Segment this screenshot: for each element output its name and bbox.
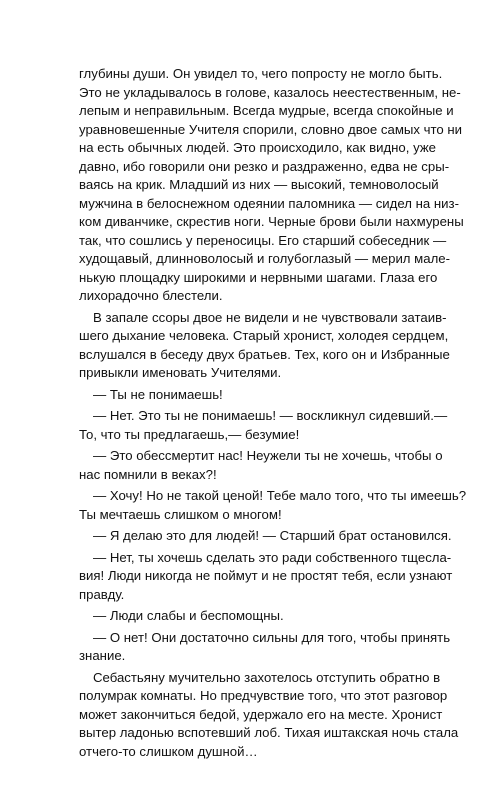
text-line: В запале ссоры двое не видели и не чувствовали затаив- bbox=[93, 309, 447, 325]
dialogue-line bbox=[79, 607, 423, 626]
text-line: мужчина в белоснежном одеянии паломника — сидел на низ- bbox=[79, 195, 459, 211]
text-line: — Хочу! Но не такой ценой! Тебе мало того, что ты имеешь? bbox=[93, 488, 467, 503]
text-line: ком диванчике, скрестив ноги. Черные брови были нахмурены bbox=[79, 214, 464, 229]
text-line: — Нет. Это ты не понимаешь! — воскликнул сидевший.— bbox=[93, 408, 448, 423]
text-line: лепым и неправильным. Всегда мудрые, всегда спокойные и bbox=[79, 103, 454, 118]
text-line: — Я делаю это для людей! — Старший брат остановился. bbox=[93, 528, 452, 543]
text-line: правду. bbox=[79, 586, 125, 602]
text-line: — Люди слабы и беспомощны. bbox=[93, 608, 284, 623]
text-line: вытер ладонью вспотевший лоб. Тихая иштакская ночь стала bbox=[79, 725, 459, 740]
text-line: То, что ты предлагаешь,— безумие! bbox=[79, 426, 300, 442]
text-line: может закончиться бедой, удержало его на месте. Хронист bbox=[79, 706, 443, 722]
text-line: Это не укладывалось в голове, казалось неестественным, не- bbox=[79, 84, 461, 100]
dialogue-line bbox=[79, 386, 423, 405]
text-line: нькую площадку широкими и нервными шагами. Глаза его bbox=[79, 269, 438, 285]
text-line: — О нет! Они достаточно сильны для того, чтобы принять bbox=[93, 629, 451, 645]
text-line: полумрак комнаты. Но предчувствие того, что этот разговор bbox=[79, 688, 448, 703]
text-line: так, что сошлись у переносицы. Его старший собеседник — bbox=[79, 232, 447, 248]
text-line: вслушался в беседу двух братьев. Тех, кого он и Избранные bbox=[79, 346, 450, 362]
text-line: нас помнили в веках?! bbox=[79, 466, 217, 482]
dialogue-line bbox=[79, 407, 448, 444]
book-page-text bbox=[79, 65, 467, 761]
text-line: — Это обессмертит нас! Неужели ты не хочешь, чтобы о bbox=[93, 448, 443, 463]
text-line: худощавый, длинноволосый и голубоглазый — мерил мале- bbox=[79, 251, 450, 266]
dialogue-line bbox=[79, 527, 452, 546]
paragraph bbox=[79, 669, 459, 762]
text-line: давно, ибо говорили они резко и раздраженно, едва не сры- bbox=[79, 158, 450, 174]
text-line: шего дыхание человека. Старый хронист, холодея сердцем, bbox=[79, 328, 449, 343]
text-line: на есть обычных людей. Это происходило, как видно, уже bbox=[79, 140, 436, 155]
dialogue-line bbox=[79, 487, 467, 524]
text-line: Ты мечтаешь слишком о многом! bbox=[79, 506, 282, 522]
text-line: — Нет, ты хочешь сделать это ради собственного тщесла- bbox=[93, 549, 452, 565]
text-line: ваясь на крик. Младший из них — высокий, темноволосый bbox=[79, 177, 439, 192]
paragraph bbox=[79, 309, 450, 383]
dialogue-line bbox=[79, 447, 443, 484]
text-line: глубины души. Он увидел то, чего попросту не могло быть. bbox=[79, 66, 443, 81]
text-line: — Ты не понимаешь! bbox=[93, 386, 223, 402]
text-line: вия! Люди никогда не поймут и не простят тебя, если узнают bbox=[79, 568, 453, 583]
paragraph bbox=[79, 65, 464, 306]
text-line: знание. bbox=[79, 648, 126, 663]
dialogue-line bbox=[79, 549, 453, 605]
text-line: лихорадочно блестели. bbox=[79, 288, 223, 303]
text-line: привыкли именовать Учителями. bbox=[79, 365, 282, 380]
text-line: отчего-то слишком душной… bbox=[79, 743, 258, 759]
dialogue-line bbox=[79, 629, 451, 666]
text-line: уравновешенные Учителя спорили, словно двое самых что ни bbox=[79, 121, 463, 137]
text-line: Себастьяну мучительно захотелось отступить обратно в bbox=[93, 669, 441, 685]
